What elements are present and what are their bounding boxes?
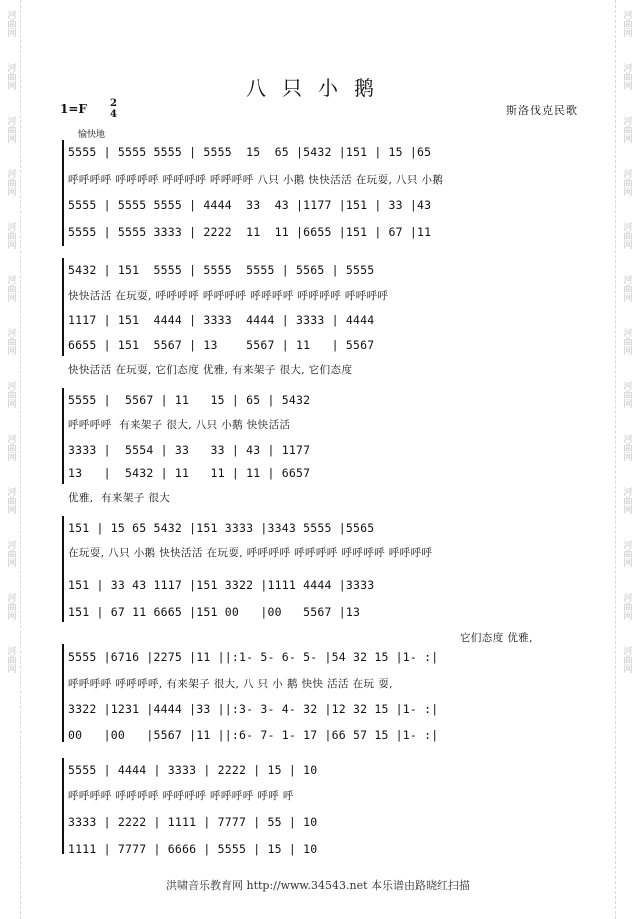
lyric-line: 呼呼呼呼 有来架子 很大, 八只 小鹅 快快活活 [68, 419, 291, 431]
lyric-line: 在玩耍, 八只 小鹅 快快活活 在玩耍, 呼呼呼呼 呼呼呼呼 呼呼呼呼 呼呼呼呼 [68, 547, 433, 559]
watermark: 河曲网 [621, 222, 632, 249]
lyric-line: 它们态度 优雅, [460, 632, 533, 644]
notation-line: 151 | 67 11 6665 |151 00 |00 5567 |13 [68, 605, 361, 619]
system-brace [62, 516, 64, 622]
notation-line: 5555 | 5555 5555 | 4444 33 43 |1177 |151 | 33 |43 [68, 198, 432, 212]
lyric-line: 呼呼呼呼 呼呼呼呼, 有来架子 很大, 八 只 小 鹅 快快 活活 在玩 耍, [68, 678, 393, 690]
right-margin-rule [615, 0, 616, 919]
notation-line: 5555 | 4444 | 3333 | 2222 | 15 | 10 [68, 763, 318, 777]
watermark: 河曲网 [5, 275, 16, 302]
watermark: 河曲网 [5, 116, 16, 143]
lyric-line: 快快活活 在玩耍, 呼呼呼呼 呼呼呼呼 呼呼呼呼 呼呼呼呼 呼呼呼呼 [68, 290, 389, 302]
watermark: 河曲网 [5, 10, 16, 37]
lyric-line: 呼呼呼呼 呼呼呼呼 呼呼呼呼 呼呼呼呼 八只 小鹅 快快活活 在玩耍, 八只 小鹅 [68, 174, 444, 186]
watermark: 河曲网 [621, 169, 632, 196]
page-footer: 洪啸音乐教育网 http://www.34543.net 本乐谱由路晓红扫描 [165, 879, 471, 892]
watermark: 河曲网 [5, 540, 16, 567]
notation-line: 151 | 33 43 1117 |151 3322 |1111 4444 |3333 [68, 578, 375, 592]
watermark: 河曲网 [621, 63, 632, 90]
notation-line: 1117 | 151 4444 | 3333 4444 | 3333 | 4444 [68, 313, 375, 327]
left-watermark-column [2, 10, 18, 699]
notation-line: 5555 | 5567 | 11 15 | 65 | 5432 [68, 393, 311, 407]
watermark: 河曲网 [5, 222, 16, 249]
system-brace [62, 388, 64, 484]
notation-line: 3333 | 2222 | 1111 | 7777 | 55 | 10 [68, 815, 318, 829]
lyric-line: 优雅, 有来架子 很大 [68, 492, 171, 504]
system-brace [62, 258, 64, 356]
notation-line: 3333 | 5554 | 33 33 | 43 | 1177 [68, 443, 311, 457]
system-brace [62, 758, 64, 854]
watermark: 河曲网 [621, 275, 632, 302]
watermark: 河曲网 [5, 63, 16, 90]
watermark: 河曲网 [5, 593, 16, 620]
notation-line: 151 | 15 65 5432 |151 3333 |3343 5555 |5565 [68, 521, 375, 535]
watermark: 河曲网 [5, 381, 16, 408]
notation-line: 5555 | 5555 5555 | 5555 15 65 |5432 |151 | 15 |65 [68, 145, 432, 159]
notation-line: 5432 | 151 5555 | 5555 5555 | 5565 | 5555 [68, 263, 375, 277]
watermark: 河曲网 [5, 434, 16, 461]
watermark: 河曲网 [621, 593, 632, 620]
watermark: 河曲网 [5, 646, 16, 673]
notation-line: 6655 | 151 5567 | 13 5567 | 11 | 5567 [68, 338, 375, 352]
watermark: 河曲网 [621, 487, 632, 514]
watermark: 河曲网 [5, 169, 16, 196]
watermark: 河曲网 [621, 116, 632, 143]
watermark: 河曲网 [5, 487, 16, 514]
lyric-line: 快快活活 在玩耍, 它们态度 优雅, 有来架子 很大, 它们态度 [68, 364, 353, 376]
watermark: 河曲网 [621, 381, 632, 408]
notation-line: 5555 | 5555 3333 | 2222 11 11 |6655 |151 | 67 |11 [68, 225, 432, 239]
score-origin: 斯洛伐克民歌 [506, 104, 578, 117]
system-brace [62, 140, 64, 246]
tempo-marking: 愉快地 [78, 130, 106, 140]
notation-line: 13 | 5432 | 11 11 | 11 | 6657 [68, 466, 311, 480]
notation-line: 00 |00 |5567 |11 ||:6- 7- 1- 17 |66 57 15 |1- :| [68, 728, 439, 742]
notation-line: 5555 |6716 |2275 |11 ||:1- 5- 6- 5- |54 32 15 |1- :| [68, 650, 439, 664]
right-watermark-column [618, 10, 634, 699]
time-signature-bottom: 4 [110, 109, 117, 120]
lyric-line: 呼呼呼呼 呼呼呼呼 呼呼呼呼 呼呼呼呼 呼呼 呼 [68, 790, 294, 802]
watermark: 河曲网 [621, 328, 632, 355]
time-signature-top: 2 [110, 98, 117, 109]
watermark: 河曲网 [5, 328, 16, 355]
watermark: 河曲网 [621, 646, 632, 673]
score-title: 八只小鹅 [246, 76, 390, 100]
notation-line: 3322 |1231 |4444 |33 ||:3- 3- 4- 32 |12 32 15 |1- :| [68, 702, 439, 716]
system-brace [62, 644, 64, 742]
watermark: 河曲网 [621, 540, 632, 567]
key-signature: 1=F [60, 102, 87, 116]
watermark: 河曲网 [621, 434, 632, 461]
time-signature [110, 98, 117, 120]
left-margin-rule [20, 0, 21, 919]
notation-line: 1111 | 7777 | 6666 | 5555 | 15 | 10 [68, 842, 318, 856]
watermark: 河曲网 [621, 10, 632, 37]
